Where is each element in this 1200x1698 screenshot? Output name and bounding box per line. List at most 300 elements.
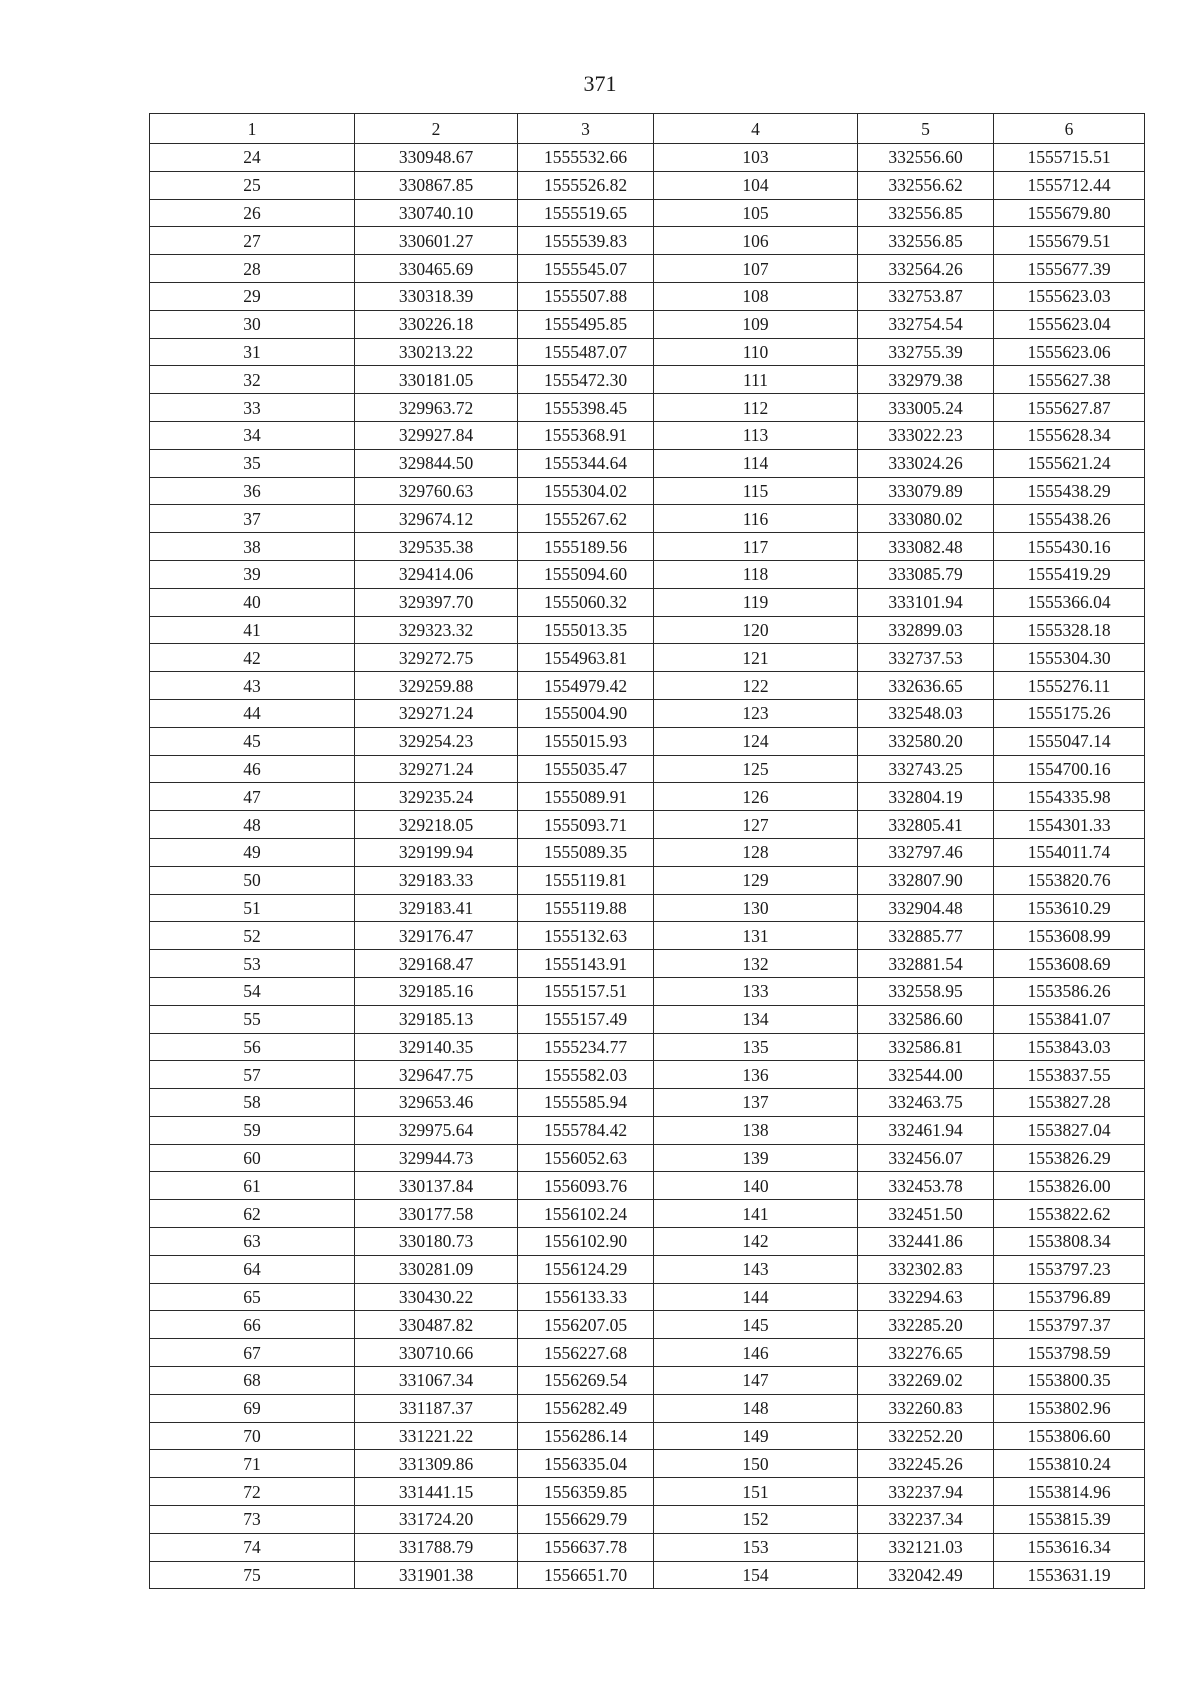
table-cell-col-6: 1555679.51 — [994, 227, 1145, 255]
table-row — [150, 1450, 1145, 1478]
table-cell-col-5: 332294.63 — [858, 1283, 994, 1311]
table-cell-col-5: 332805.41 — [858, 811, 994, 839]
table-row — [150, 1033, 1145, 1061]
table-cell-col-5: 332564.26 — [858, 255, 994, 283]
table-cell-col-2: 329176.47 — [355, 922, 518, 950]
table-cell-col-3: 1555013.35 — [518, 616, 654, 644]
table-cell-col-5: 332042.49 — [858, 1561, 994, 1589]
table-cell-col-4: 153 — [654, 1533, 858, 1561]
table-row — [150, 922, 1145, 950]
table-row — [150, 1478, 1145, 1506]
table-cell-col-6: 1553797.37 — [994, 1311, 1145, 1339]
table-cell-col-5: 332245.26 — [858, 1450, 994, 1478]
table-cell-col-3: 1555234.77 — [518, 1033, 654, 1061]
table-cell-col-1: 48 — [150, 811, 355, 839]
table-cell-col-3: 1556227.68 — [518, 1339, 654, 1367]
table-cell-col-1: 49 — [150, 838, 355, 866]
table-cell-col-6: 1553608.99 — [994, 922, 1145, 950]
table-cell-col-2: 329674.12 — [355, 505, 518, 533]
table-cell-col-3: 1556282.49 — [518, 1394, 654, 1422]
table-row — [150, 1116, 1145, 1144]
table-cell-col-5: 332463.75 — [858, 1089, 994, 1117]
table-cell-col-1: 43 — [150, 672, 355, 700]
table-cell-col-3: 1556335.04 — [518, 1450, 654, 1478]
table-cell-col-2: 330430.22 — [355, 1283, 518, 1311]
table-cell-col-4: 134 — [654, 1005, 858, 1033]
table-cell-col-4: 117 — [654, 533, 858, 561]
table-cell-col-1: 32 — [150, 366, 355, 394]
table-cell-col-2: 330281.09 — [355, 1255, 518, 1283]
table-row — [150, 616, 1145, 644]
table-cell-col-5: 332743.25 — [858, 755, 994, 783]
table-header — [150, 114, 1145, 144]
table-cell-col-1: 73 — [150, 1506, 355, 1534]
table-cell-col-4: 118 — [654, 560, 858, 588]
table-cell-col-5: 333080.02 — [858, 505, 994, 533]
table-cell-col-4: 131 — [654, 922, 858, 950]
table-cell-col-1: 31 — [150, 338, 355, 366]
table-cell-col-2: 331309.86 — [355, 1450, 518, 1478]
table-cell-col-2: 330740.10 — [355, 199, 518, 227]
table-cell-col-6: 1555276.11 — [994, 672, 1145, 700]
table-cell-col-3: 1556207.05 — [518, 1311, 654, 1339]
table-cell-col-6: 1553810.24 — [994, 1450, 1145, 1478]
table-cell-col-3: 1556124.29 — [518, 1255, 654, 1283]
table-cell-col-2: 330213.22 — [355, 338, 518, 366]
table-cell-col-4: 108 — [654, 282, 858, 310]
table-cell-col-4: 113 — [654, 421, 858, 449]
table-cell-col-4: 109 — [654, 310, 858, 338]
table-cell-col-2: 330226.18 — [355, 310, 518, 338]
table-cell-col-3: 1555519.65 — [518, 199, 654, 227]
table-cell-col-4: 152 — [654, 1506, 858, 1534]
table-cell-col-1: 72 — [150, 1478, 355, 1506]
table-cell-col-5: 332904.48 — [858, 894, 994, 922]
table-cell-col-1: 25 — [150, 171, 355, 199]
table-cell-col-2: 330948.67 — [355, 144, 518, 172]
table-cell-col-3: 1555507.88 — [518, 282, 654, 310]
table-cell-col-6: 1553841.07 — [994, 1005, 1145, 1033]
table-cell-col-1: 58 — [150, 1089, 355, 1117]
table-row — [150, 144, 1145, 172]
table-cell-col-4: 121 — [654, 644, 858, 672]
table-cell-col-1: 74 — [150, 1533, 355, 1561]
table-row — [150, 1506, 1145, 1534]
table-cell-col-1: 64 — [150, 1255, 355, 1283]
table-cell-col-6: 1553631.19 — [994, 1561, 1145, 1589]
table-cell-col-6: 1555621.24 — [994, 449, 1145, 477]
table-cell-col-1: 57 — [150, 1061, 355, 1089]
table-cell-col-6: 1553798.59 — [994, 1339, 1145, 1367]
table-cell-col-6: 1553843.03 — [994, 1033, 1145, 1061]
table-cell-col-3: 1555089.35 — [518, 838, 654, 866]
table-cell-col-6: 1555623.03 — [994, 282, 1145, 310]
table-cell-col-3: 1555089.91 — [518, 783, 654, 811]
table-cell-col-5: 332804.19 — [858, 783, 994, 811]
table-cell-col-1: 53 — [150, 950, 355, 978]
table-cell-col-2: 329927.84 — [355, 421, 518, 449]
table-cell-col-3: 1555157.49 — [518, 1005, 654, 1033]
table-cell-col-6: 1555304.30 — [994, 644, 1145, 672]
table-cell-col-1: 63 — [150, 1228, 355, 1256]
table-cell-col-1: 54 — [150, 977, 355, 1005]
table-cell-col-4: 104 — [654, 171, 858, 199]
table-cell-col-4: 147 — [654, 1367, 858, 1395]
table-cell-col-6: 1553610.29 — [994, 894, 1145, 922]
table-cell-col-6: 1553797.23 — [994, 1255, 1145, 1283]
table-cell-col-1: 33 — [150, 394, 355, 422]
table-row — [150, 1172, 1145, 1200]
table-cell-col-2: 330710.66 — [355, 1339, 518, 1367]
table-cell-col-5: 333022.23 — [858, 421, 994, 449]
table-cell-col-1: 28 — [150, 255, 355, 283]
table-cell-col-5: 332237.34 — [858, 1506, 994, 1534]
table-cell-col-5: 333082.48 — [858, 533, 994, 561]
table-cell-col-3: 1555532.66 — [518, 144, 654, 172]
table-cell-col-4: 111 — [654, 366, 858, 394]
table-row — [150, 199, 1145, 227]
table-cell-col-2: 329218.05 — [355, 811, 518, 839]
table-cell-col-1: 69 — [150, 1394, 355, 1422]
table-cell-col-3: 1555368.91 — [518, 421, 654, 449]
table-cell-col-4: 144 — [654, 1283, 858, 1311]
table-cell-col-1: 71 — [150, 1450, 355, 1478]
coordinates-table — [149, 113, 1145, 1589]
table-cell-col-1: 39 — [150, 560, 355, 588]
table-cell-col-3: 1555539.83 — [518, 227, 654, 255]
table-cell-col-2: 330318.39 — [355, 282, 518, 310]
table-cell-col-4: 132 — [654, 950, 858, 978]
table-cell-col-5: 332269.02 — [858, 1367, 994, 1395]
table-cell-col-4: 150 — [654, 1450, 858, 1478]
table-cell-col-5: 332797.46 — [858, 838, 994, 866]
table-row — [150, 505, 1145, 533]
table-cell-col-6: 1553837.55 — [994, 1061, 1145, 1089]
table-row — [150, 477, 1145, 505]
table-cell-col-1: 68 — [150, 1367, 355, 1395]
table-row — [150, 950, 1145, 978]
table-cell-col-2: 329414.06 — [355, 560, 518, 588]
table-cell-col-2: 329272.75 — [355, 644, 518, 672]
table-cell-col-6: 1553822.62 — [994, 1200, 1145, 1228]
table-cell-col-6: 1553815.39 — [994, 1506, 1145, 1534]
table-cell-col-1: 55 — [150, 1005, 355, 1033]
table-cell-col-6: 1555438.26 — [994, 505, 1145, 533]
table-cell-col-2: 329844.50 — [355, 449, 518, 477]
table-row — [150, 977, 1145, 1005]
table-cell-col-2: 331901.38 — [355, 1561, 518, 1589]
table-row — [150, 1311, 1145, 1339]
table-cell-col-4: 137 — [654, 1089, 858, 1117]
table-cell-col-4: 126 — [654, 783, 858, 811]
table-cell-col-2: 331441.15 — [355, 1478, 518, 1506]
table-body — [150, 144, 1145, 1589]
header-cell-col-2: 2 — [355, 114, 518, 144]
table-cell-col-3: 1555093.71 — [518, 811, 654, 839]
table-cell-col-2: 329963.72 — [355, 394, 518, 422]
table-cell-col-3: 1555472.30 — [518, 366, 654, 394]
table-cell-col-1: 40 — [150, 588, 355, 616]
table-row — [150, 394, 1145, 422]
table-cell-col-5: 333085.79 — [858, 560, 994, 588]
table-cell-col-2: 329535.38 — [355, 533, 518, 561]
table-row — [150, 755, 1145, 783]
table-cell-col-6: 1553616.34 — [994, 1533, 1145, 1561]
table-cell-col-2: 329271.24 — [355, 699, 518, 727]
table-cell-col-5: 332586.81 — [858, 1033, 994, 1061]
table-cell-col-3: 1554963.81 — [518, 644, 654, 672]
table-row — [150, 1394, 1145, 1422]
table-cell-col-6: 1554700.16 — [994, 755, 1145, 783]
table-cell-col-4: 112 — [654, 394, 858, 422]
table-cell-col-2: 329975.64 — [355, 1116, 518, 1144]
table-cell-col-3: 1556637.78 — [518, 1533, 654, 1561]
table-cell-col-5: 332302.83 — [858, 1255, 994, 1283]
table-cell-col-4: 135 — [654, 1033, 858, 1061]
table-cell-col-5: 333005.24 — [858, 394, 994, 422]
table-cell-col-2: 329397.70 — [355, 588, 518, 616]
header-cell-col-4: 4 — [654, 114, 858, 144]
table-cell-col-1: 65 — [150, 1283, 355, 1311]
table-row — [150, 421, 1145, 449]
table-cell-col-1: 66 — [150, 1311, 355, 1339]
table-cell-col-4: 119 — [654, 588, 858, 616]
table-cell-col-4: 125 — [654, 755, 858, 783]
table-cell-col-4: 115 — [654, 477, 858, 505]
table-cell-col-4: 106 — [654, 227, 858, 255]
table-cell-col-5: 332754.54 — [858, 310, 994, 338]
table-cell-col-3: 1555119.81 — [518, 866, 654, 894]
table-cell-col-1: 50 — [150, 866, 355, 894]
table-cell-col-6: 1553608.69 — [994, 950, 1145, 978]
table-cell-col-5: 332441.86 — [858, 1228, 994, 1256]
table-row — [150, 783, 1145, 811]
table-cell-col-2: 329168.47 — [355, 950, 518, 978]
table-row — [150, 449, 1145, 477]
table-cell-col-2: 329323.32 — [355, 616, 518, 644]
table-cell-col-1: 47 — [150, 783, 355, 811]
table-cell-col-1: 37 — [150, 505, 355, 533]
table-cell-col-2: 331221.22 — [355, 1422, 518, 1450]
header-row — [150, 114, 1145, 144]
table-cell-col-6: 1555677.39 — [994, 255, 1145, 283]
table-cell-col-5: 332556.85 — [858, 199, 994, 227]
table-cell-col-5: 332461.94 — [858, 1116, 994, 1144]
table-cell-col-1: 62 — [150, 1200, 355, 1228]
table-cell-col-3: 1556093.76 — [518, 1172, 654, 1200]
table-row — [150, 338, 1145, 366]
table-cell-col-3: 1555094.60 — [518, 560, 654, 588]
header-cell-col-6: 6 — [994, 114, 1145, 144]
table-cell-col-1: 35 — [150, 449, 355, 477]
table-cell-col-4: 124 — [654, 727, 858, 755]
table-cell-col-6: 1555366.04 — [994, 588, 1145, 616]
table-cell-col-2: 330177.58 — [355, 1200, 518, 1228]
table-cell-col-4: 129 — [654, 866, 858, 894]
table-row — [150, 1561, 1145, 1589]
table-cell-col-5: 332586.60 — [858, 1005, 994, 1033]
table-cell-col-3: 1556133.33 — [518, 1283, 654, 1311]
table-cell-col-3: 1555157.51 — [518, 977, 654, 1005]
table-cell-col-1: 45 — [150, 727, 355, 755]
table-cell-col-6: 1554335.98 — [994, 783, 1145, 811]
table-cell-col-2: 329185.16 — [355, 977, 518, 1005]
table-cell-col-3: 1556359.85 — [518, 1478, 654, 1506]
table-cell-col-5: 332881.54 — [858, 950, 994, 978]
table-cell-col-6: 1555623.06 — [994, 338, 1145, 366]
table-cell-col-6: 1555328.18 — [994, 616, 1145, 644]
table-cell-col-1: 30 — [150, 310, 355, 338]
table-row — [150, 310, 1145, 338]
table-cell-col-4: 142 — [654, 1228, 858, 1256]
table-cell-col-2: 330180.73 — [355, 1228, 518, 1256]
table-cell-col-4: 130 — [654, 894, 858, 922]
table-row — [150, 866, 1145, 894]
table-cell-col-6: 1555430.16 — [994, 533, 1145, 561]
table-cell-col-2: 331067.34 — [355, 1367, 518, 1395]
table-cell-col-4: 123 — [654, 699, 858, 727]
table-cell-col-4: 107 — [654, 255, 858, 283]
table-cell-col-4: 141 — [654, 1200, 858, 1228]
table-cell-col-6: 1553806.60 — [994, 1422, 1145, 1450]
table-cell-col-2: 330867.85 — [355, 171, 518, 199]
table-cell-col-1: 36 — [150, 477, 355, 505]
table-cell-col-4: 149 — [654, 1422, 858, 1450]
table-cell-col-5: 332285.20 — [858, 1311, 994, 1339]
table-cell-col-3: 1555545.07 — [518, 255, 654, 283]
table-cell-col-3: 1555035.47 — [518, 755, 654, 783]
table-cell-col-3: 1555143.91 — [518, 950, 654, 978]
table-cell-col-3: 1555004.90 — [518, 699, 654, 727]
table-cell-col-5: 332252.20 — [858, 1422, 994, 1450]
table-cell-col-4: 145 — [654, 1311, 858, 1339]
table-cell-col-3: 1555267.62 — [518, 505, 654, 533]
header-cell-col-3: 3 — [518, 114, 654, 144]
table-row — [150, 366, 1145, 394]
table-cell-col-3: 1555582.03 — [518, 1061, 654, 1089]
table-cell-col-5: 332556.85 — [858, 227, 994, 255]
table-cell-col-1: 59 — [150, 1116, 355, 1144]
table-cell-col-5: 332979.38 — [858, 366, 994, 394]
table-cell-col-3: 1555304.02 — [518, 477, 654, 505]
table-cell-col-4: 103 — [654, 144, 858, 172]
table-cell-col-1: 61 — [150, 1172, 355, 1200]
table-cell-col-4: 148 — [654, 1394, 858, 1422]
table-cell-col-1: 46 — [150, 755, 355, 783]
table-cell-col-2: 329944.73 — [355, 1144, 518, 1172]
table-cell-col-6: 1555623.04 — [994, 310, 1145, 338]
table-row — [150, 1005, 1145, 1033]
table-cell-col-1: 67 — [150, 1339, 355, 1367]
table-cell-col-5: 332556.60 — [858, 144, 994, 172]
table-cell-col-4: 138 — [654, 1116, 858, 1144]
table-row — [150, 255, 1145, 283]
table-cell-col-6: 1553808.34 — [994, 1228, 1145, 1256]
table-cell-col-6: 1555627.38 — [994, 366, 1145, 394]
table-cell-col-1: 75 — [150, 1561, 355, 1589]
table-cell-col-3: 1555526.82 — [518, 171, 654, 199]
table-cell-col-2: 329140.35 — [355, 1033, 518, 1061]
table-cell-col-1: 44 — [150, 699, 355, 727]
table-row — [150, 588, 1145, 616]
table-cell-col-5: 332580.20 — [858, 727, 994, 755]
table-cell-col-3: 1556102.90 — [518, 1228, 654, 1256]
table-cell-col-1: 24 — [150, 144, 355, 172]
table-cell-col-4: 116 — [654, 505, 858, 533]
table-cell-col-3: 1555487.07 — [518, 338, 654, 366]
table-row — [150, 1228, 1145, 1256]
table-cell-col-4: 120 — [654, 616, 858, 644]
table-cell-col-4: 105 — [654, 199, 858, 227]
table-cell-col-6: 1553802.96 — [994, 1394, 1145, 1422]
table-cell-col-6: 1555419.29 — [994, 560, 1145, 588]
table-row — [150, 1200, 1145, 1228]
table-row — [150, 1283, 1145, 1311]
table-row — [150, 894, 1145, 922]
table-cell-col-6: 1555628.34 — [994, 421, 1145, 449]
table-cell-col-2: 329235.24 — [355, 783, 518, 811]
table-row — [150, 1061, 1145, 1089]
table-cell-col-4: 122 — [654, 672, 858, 700]
table-row — [150, 1533, 1145, 1561]
table-cell-col-6: 1555175.26 — [994, 699, 1145, 727]
table-cell-col-1: 26 — [150, 199, 355, 227]
table-row — [150, 282, 1145, 310]
table-cell-col-5: 332260.83 — [858, 1394, 994, 1422]
table-cell-col-6: 1553826.29 — [994, 1144, 1145, 1172]
table-cell-col-5: 332755.39 — [858, 338, 994, 366]
table-row — [150, 1367, 1145, 1395]
table-cell-col-2: 331724.20 — [355, 1506, 518, 1534]
header-cell-col-1: 1 — [150, 114, 355, 144]
table-cell-col-2: 329647.75 — [355, 1061, 518, 1089]
table-cell-col-3: 1555495.85 — [518, 310, 654, 338]
table-cell-col-6: 1555679.80 — [994, 199, 1145, 227]
table-cell-col-2: 330487.82 — [355, 1311, 518, 1339]
table-row — [150, 1089, 1145, 1117]
table-cell-col-4: 136 — [654, 1061, 858, 1089]
table-row — [150, 1339, 1145, 1367]
table-cell-col-2: 329183.33 — [355, 866, 518, 894]
table-cell-col-3: 1556651.70 — [518, 1561, 654, 1589]
table-cell-col-3: 1554979.42 — [518, 672, 654, 700]
table-cell-col-2: 331187.37 — [355, 1394, 518, 1422]
table-cell-col-4: 143 — [654, 1255, 858, 1283]
table-cell-col-6: 1555438.29 — [994, 477, 1145, 505]
table-cell-col-6: 1553814.96 — [994, 1478, 1145, 1506]
table-cell-col-6: 1555627.87 — [994, 394, 1145, 422]
table-cell-col-6: 1554301.33 — [994, 811, 1145, 839]
table-cell-col-5: 332456.07 — [858, 1144, 994, 1172]
table-row — [150, 560, 1145, 588]
table-cell-col-1: 51 — [150, 894, 355, 922]
table-cell-col-3: 1556102.24 — [518, 1200, 654, 1228]
table-cell-col-6: 1553827.04 — [994, 1116, 1145, 1144]
table-cell-col-2: 329653.46 — [355, 1089, 518, 1117]
table-cell-col-5: 332899.03 — [858, 616, 994, 644]
table-cell-col-4: 128 — [654, 838, 858, 866]
table-cell-col-2: 330181.05 — [355, 366, 518, 394]
table-row — [150, 1422, 1145, 1450]
table-cell-col-6: 1554011.74 — [994, 838, 1145, 866]
table-cell-col-3: 1555015.93 — [518, 727, 654, 755]
table-cell-col-6: 1553820.76 — [994, 866, 1145, 894]
table-cell-col-5: 332548.03 — [858, 699, 994, 727]
table-cell-col-3: 1556269.54 — [518, 1367, 654, 1395]
table-cell-col-5: 332753.87 — [858, 282, 994, 310]
table-cell-col-4: 146 — [654, 1339, 858, 1367]
table-cell-col-4: 151 — [654, 1478, 858, 1506]
